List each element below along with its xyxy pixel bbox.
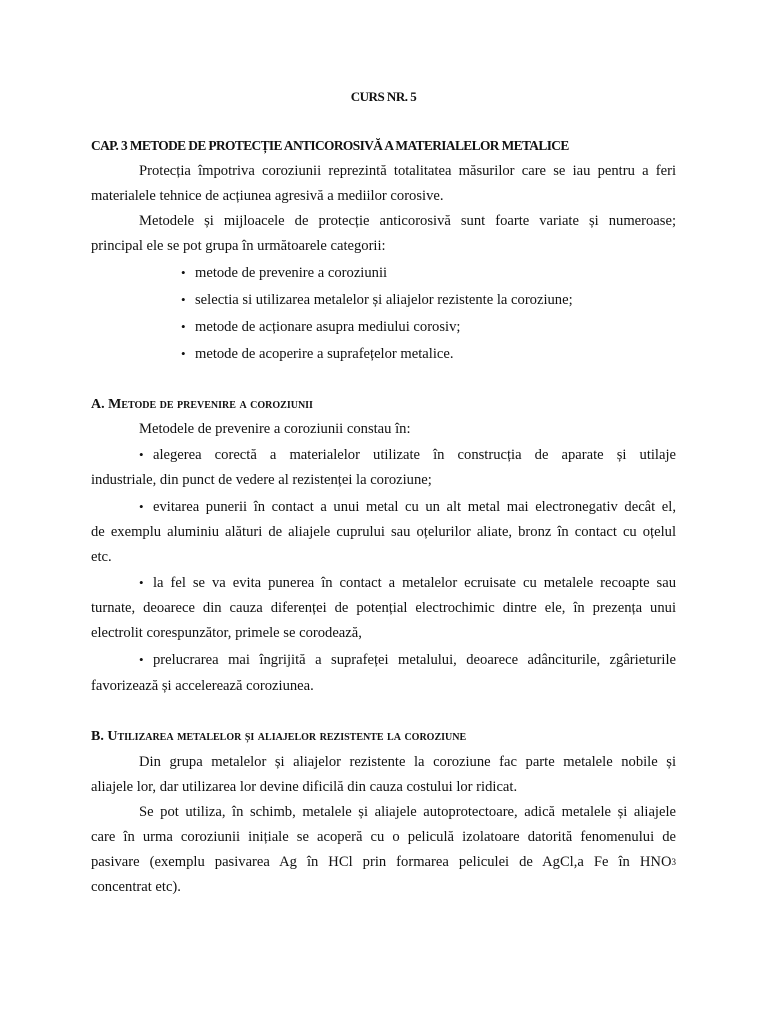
section-b-paragraph-1-line-1: Din grupa metalelor și aliajelor rezistente la coroziune fac parte metalele nobile și: [139, 754, 676, 770]
chapter-heading: CAP. 3 METODE DE PROTECȚIE ANTICOROSIVĂ A MATERIALELOR METALICE: [91, 138, 569, 153]
intro-paragraph-2-line-2: principal ele se pot grupa în următoarele categorii:: [91, 238, 386, 254]
section-a-item-3-line-2: turnate, deoarece din cauza diferenței de potențial electrochimic dintre ele, în prezența unui: [91, 600, 676, 616]
section-a-item-4-line-2: favorizează și accelerează coroziunea.: [91, 678, 314, 694]
section-a-item-2-line-1: • evitarea punerii în contact a unui metal cu un alt metal mai electronegativ decât el,: [139, 498, 676, 516]
section-b-heading: B. Utilizarea metalelor și aliajelor rezistente la coroziune: [91, 729, 467, 744]
section-a-heading: A. Metode de prevenire a coroziunii: [91, 397, 313, 412]
section-b-paragraph-2-line-4: concentrat etc).: [91, 879, 181, 895]
section-a-item-2-line-2: de exemplu aluminiu alături de aliajele cuprului sau oțelurilor aliate, bronz în contact cu oțelul: [91, 524, 676, 540]
intro-paragraph-1-line-1: Protecția împotriva coroziunii reprezintă totalitatea măsurilor care se iau pentru a feri: [139, 163, 676, 179]
intro-paragraph-2-line-1: Metodele și mijloacele de protecție anticorosivă sunt foarte variate și numeroase;: [139, 213, 676, 229]
category-item: • metode de acționare asupra mediului corosiv;: [181, 318, 676, 336]
section-b-paragraph-2-line-1: Se pot utiliza, în schimb, metalele și aliajele autoprotectoare, adică metalele și aliajele: [139, 804, 676, 820]
section-a-item-2-line-3: etc.: [91, 549, 112, 565]
section-b-paragraph-2-line-2: care în urma coroziunii inițiale se acoperă cu o peliculă izolatoare datorită fenomenului de: [91, 829, 676, 845]
intro-paragraph-1-line-2: materialele tehnice de acțiunea agresivă a mediilor corosive.: [91, 188, 444, 204]
section-b-paragraph-2-line-3: pasivare (exemplu pasivarea Ag în HCl prin formarea peliculei de AgCl,a Fe în HNO 3: [91, 854, 676, 870]
section-a-item-1-line-1: • alegerea corectă a materialelor utilizate în construcția de aparate și utilaje: [139, 446, 676, 464]
section-a-intro: Metodele de prevenire a coroziunii constau în:: [139, 421, 411, 437]
page-title: CURS NR. 5: [350, 89, 417, 104]
section-a-item-3-line-1: • la fel se va evita punerea în contact a metalelor ecruisate cu metalele recoapte sau: [139, 574, 676, 592]
section-a-item-1-line-2: industriale, din punct de vedere al rezistenței la coroziune;: [91, 472, 432, 488]
category-item: • metode de prevenire a coroziunii: [181, 264, 676, 282]
section-a-item-4-line-1: • prelucrarea mai îngrijită a suprafeței metalului, deoarece adânciturile, zgârieturile: [139, 651, 676, 669]
category-item: • selectia si utilizarea metalelor și aliajelor rezistente la coroziune;: [181, 291, 676, 309]
category-item: • metode de acoperire a suprafețelor metalice.: [181, 345, 676, 363]
section-a-item-3-line-3: electrolit corespunzător, primele se corodează,: [91, 625, 362, 641]
section-b-paragraph-1-line-2: aliajele lor, dar utilizarea lor devine dificilă din cauza costului lor ridicat.: [91, 779, 518, 795]
